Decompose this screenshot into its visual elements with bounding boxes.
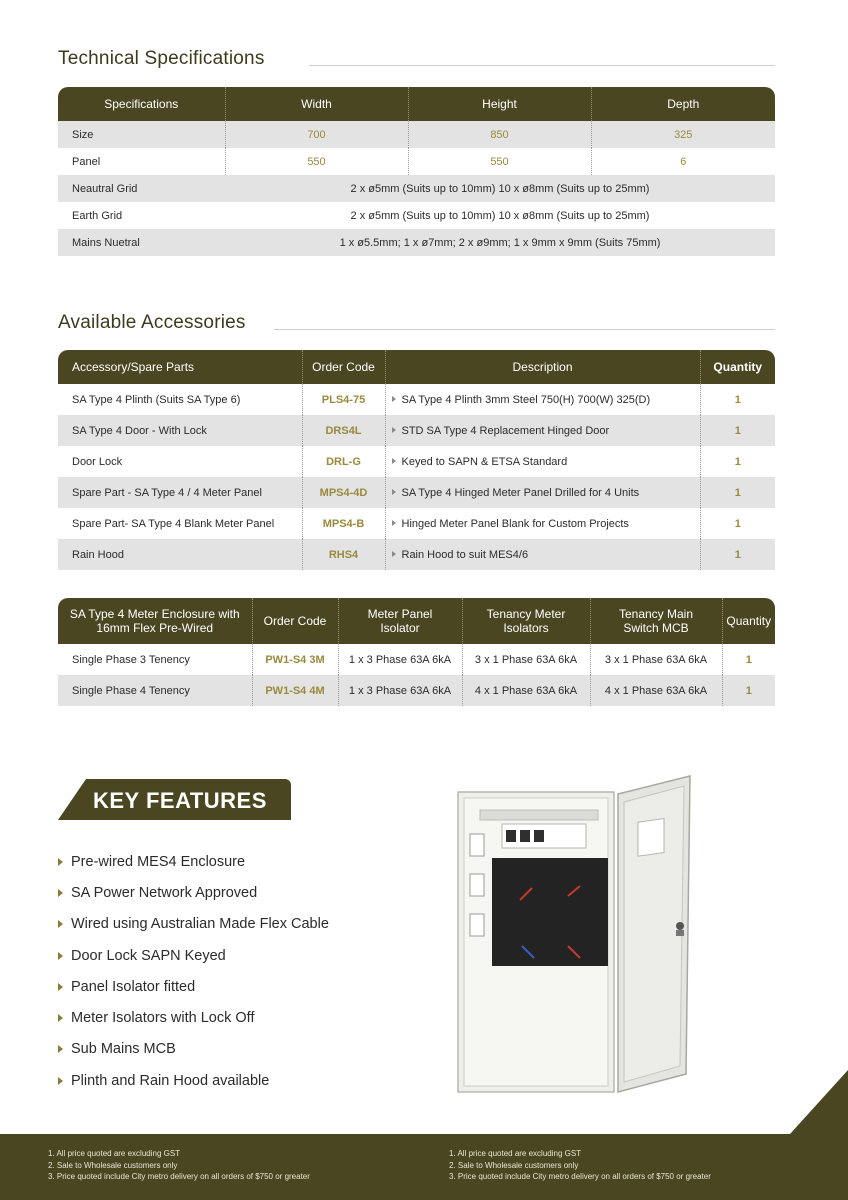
- list-item: [58, 1034, 329, 1065]
- isolator: [470, 914, 484, 936]
- panel-isolator: 1 x 3 Phase 63A 6kA: [338, 644, 462, 675]
- list-item: [58, 909, 329, 940]
- table-header-row: [58, 350, 775, 384]
- table-row: [58, 539, 775, 570]
- feature-text: Door Lock SAPN Keyed: [71, 947, 226, 964]
- header-quantity: Quantity: [700, 350, 775, 384]
- bullet-triangle-icon: [392, 396, 396, 402]
- spec-value: 2 x ø5mm (Suits up to 10mm) 10 x ø8mm (Suits up to 25mm): [350, 209, 650, 222]
- feature-text: Plinth and Rain Hood available: [71, 1072, 270, 1089]
- tech-spec-table: [58, 87, 775, 256]
- spec-depth: 6: [591, 148, 775, 175]
- door-lock-icon: [676, 922, 684, 930]
- header-order-code: Order Code: [302, 350, 385, 384]
- header-height: Height: [408, 87, 591, 121]
- list-item: [58, 846, 329, 877]
- header-panel-isolator-line2: Isolator: [380, 621, 420, 635]
- table-row: [58, 644, 775, 675]
- footer-note: 1. All price quoted are excluding GST: [449, 1149, 582, 1158]
- part-name: Rain Hood: [58, 539, 302, 570]
- feature-text: Wired using Australian Made Flex Cable: [71, 916, 329, 933]
- table-row: [58, 415, 775, 446]
- meter-isolators: 3 x 1 Phase 63A 6kA: [462, 644, 590, 675]
- key: [676, 930, 684, 936]
- header-description: Description: [385, 350, 700, 384]
- isolator: [470, 874, 484, 896]
- table-row: [58, 477, 775, 508]
- spec-label: Mains Nuetral: [58, 229, 225, 256]
- feature-text: SA Power Network Approved: [71, 884, 258, 901]
- feature-text: Pre-wired MES4 Enclosure: [71, 853, 246, 870]
- spec-label: Earth Grid: [72, 209, 123, 222]
- footer-note: 3. Price quoted include City metro delivery on all orders of $750 or greater: [449, 1172, 711, 1181]
- footer-note: 2. Sale to Wholesale customers only: [449, 1160, 579, 1170]
- description-cell: [385, 415, 700, 446]
- list-item: [58, 1065, 329, 1096]
- order-code: MPS4-B: [302, 508, 385, 539]
- bullet-triangle-icon: [58, 983, 63, 991]
- quantity: 1: [700, 539, 775, 570]
- order-code: PLS4-75: [302, 384, 385, 415]
- spec-value: 2 x ø5mm (Suits up to 10mm) 10 x ø8mm (Suits up to 25mm): [225, 175, 775, 202]
- bullet-triangle-icon: [392, 551, 396, 557]
- part-name: SA Type 4 Door - With Lock: [58, 415, 302, 446]
- table-row: [58, 148, 775, 175]
- footer-note: 2. Sale to Wholesale customers only: [48, 1160, 178, 1170]
- bullet-triangle-icon: [392, 489, 396, 495]
- header-panel-isolator: [338, 598, 462, 644]
- breaker: [506, 830, 516, 842]
- table-row: [58, 175, 775, 202]
- main-switch: 3 x 1 Phase 63A 6kA: [590, 644, 722, 675]
- quantity: 1: [700, 508, 775, 539]
- breaker: [534, 830, 544, 842]
- order-code: DRS4L: [302, 415, 385, 446]
- quantity: 1: [700, 415, 775, 446]
- bullet-triangle-icon: [58, 1045, 63, 1053]
- table-row: [58, 202, 775, 229]
- table-header-row: [58, 87, 775, 121]
- order-code: PW1-S4 4M: [252, 675, 338, 706]
- feature-text: Meter Isolators with Lock Off: [71, 1010, 255, 1027]
- breaker: [520, 830, 530, 842]
- header-enclosure-line2: 16mm Flex Pre-Wired: [96, 621, 214, 635]
- part-name: Door Lock: [72, 455, 123, 468]
- header-meter-isolators: [462, 598, 590, 644]
- bullet-triangle-icon: [58, 858, 63, 866]
- meter-isolators: 4 x 1 Phase 63A 6kA: [462, 675, 590, 706]
- quantity: 1: [722, 644, 775, 675]
- spec-label: Panel: [72, 155, 101, 168]
- quantity: 1: [700, 477, 775, 508]
- list-item: [58, 940, 329, 971]
- table-row: [58, 508, 775, 539]
- description-cell: [385, 477, 700, 508]
- enclosure-name: Single Phase 3 Tenency: [72, 653, 190, 666]
- order-code: PW1-S4 3M: [252, 644, 338, 675]
- header-panel-isolator-line1: Meter Panel: [367, 607, 433, 621]
- bullet-triangle-icon: [58, 1077, 63, 1085]
- spec-width: 550: [225, 148, 408, 175]
- tech-spec-title: Technical Specifications: [58, 48, 265, 69]
- header-main-switch: [590, 598, 722, 644]
- meter-enclosure-image: [440, 770, 720, 1100]
- order-code: RHS4: [302, 539, 385, 570]
- bullet-triangle-icon: [58, 1014, 63, 1022]
- table-row: [58, 446, 775, 477]
- key-features-list: [58, 846, 329, 1096]
- main-switch: 4 x 1 Phase 63A 6kA: [590, 675, 722, 706]
- order-code: MPS4-4D: [302, 477, 385, 508]
- panel-isolator: 1 x 3 Phase 63A 6kA: [338, 675, 462, 706]
- bullet-triangle-icon: [392, 458, 396, 464]
- table-row: [58, 229, 775, 256]
- header-main-switch-line2: Switch MCB: [623, 621, 689, 635]
- description-text: SA Type 4 Plinth 3mm Steel 750(H) 700(W) 325(D): [401, 393, 651, 406]
- spec-label: Neautral Grid: [58, 175, 225, 202]
- header-order-code: Order Code: [252, 598, 338, 644]
- part-name: SA Type 4 Plinth (Suits SA Type 6): [72, 393, 241, 406]
- part-name: Spare Part- SA Type 4 Blank Meter Panel: [72, 517, 275, 530]
- bullet-triangle-icon: [58, 889, 63, 897]
- table-row: [58, 121, 775, 148]
- description-text: STD SA Type 4 Replacement Hinged Door: [401, 424, 610, 437]
- accessories-table: [58, 350, 775, 570]
- table-row: [58, 384, 775, 415]
- bullet-triangle-icon: [392, 427, 396, 433]
- description-cell: [385, 446, 700, 477]
- description-cell: [385, 539, 700, 570]
- header-width: Width: [225, 87, 408, 121]
- table-header-row: [58, 598, 775, 644]
- footer-note: 1. All price quoted are excluding GST: [48, 1149, 181, 1158]
- enclosure-name: Single Phase 4 Tenency: [58, 675, 252, 706]
- door-label: [638, 819, 664, 857]
- footer-notes-left: [48, 1148, 310, 1183]
- list-item: [58, 1002, 329, 1033]
- header-enclosure-line1: SA Type 4 Meter Enclosure with: [69, 607, 240, 621]
- isolator: [470, 834, 484, 856]
- bullet-triangle-icon: [58, 920, 63, 928]
- list-item: [58, 877, 329, 908]
- header-part: Accessory/Spare Parts: [58, 350, 302, 384]
- description-text: Keyed to SAPN & ETSA Standard: [401, 455, 568, 468]
- accessories-rule: [274, 329, 775, 330]
- header-meter-isolators-line1: Tenancy Meter: [486, 607, 566, 621]
- header-enclosure: [58, 598, 252, 644]
- footer-note: 3. Price quoted include City metro delivery on all orders of $750 or greater: [48, 1172, 310, 1181]
- quantity: 1: [700, 384, 775, 415]
- feature-text: Panel Isolator fitted: [71, 978, 196, 995]
- bullet-triangle-icon: [58, 952, 63, 960]
- header-quantity: Quantity: [722, 598, 775, 644]
- header-specifications: Specifications: [58, 87, 225, 121]
- description-text: SA Type 4 Hinged Meter Panel Drilled for 4 Units: [401, 486, 640, 499]
- spec-depth: 325: [591, 121, 775, 148]
- quantity: 1: [722, 675, 775, 706]
- spec-label: Size: [58, 121, 225, 148]
- spec-width: 700: [225, 121, 408, 148]
- spec-value: 1 x ø5.5mm; 1 x ø7mm; 2 x ø9mm; 1 x 9mm x 9mm (Suits 75mm): [225, 229, 775, 256]
- feature-text: Sub Mains MCB: [71, 1041, 176, 1058]
- header-depth: Depth: [591, 87, 775, 121]
- tech-spec-rule: [309, 65, 775, 66]
- description-cell: [385, 508, 700, 539]
- spec-height: 850: [408, 121, 591, 148]
- bullet-triangle-icon: [392, 520, 396, 526]
- description-text: Hinged Meter Panel Blank for Custom Projects: [401, 517, 629, 530]
- part-name: Spare Part - SA Type 4 / 4 Meter Panel: [58, 477, 302, 508]
- key-features-title: KEY FEATURES: [93, 788, 267, 813]
- quantity: 1: [700, 446, 775, 477]
- list-item: [58, 971, 329, 1002]
- header-main-switch-line1: Tenancy Main: [618, 607, 694, 621]
- enclosure-table: [58, 598, 775, 706]
- top-rail: [480, 810, 598, 820]
- accessories-title: Available Accessories: [58, 312, 246, 333]
- description-text: Rain Hood to suit MES4/6: [401, 548, 529, 561]
- table-row: [58, 675, 775, 706]
- meter-panel: [492, 858, 608, 966]
- spec-height: 550: [408, 148, 591, 175]
- header-meter-isolators-line2: Isolators: [503, 621, 549, 635]
- description-cell: [385, 384, 700, 415]
- order-code: DRL-G: [302, 446, 385, 477]
- corner-decoration: [790, 1070, 848, 1134]
- footer-notes-right: [449, 1148, 711, 1183]
